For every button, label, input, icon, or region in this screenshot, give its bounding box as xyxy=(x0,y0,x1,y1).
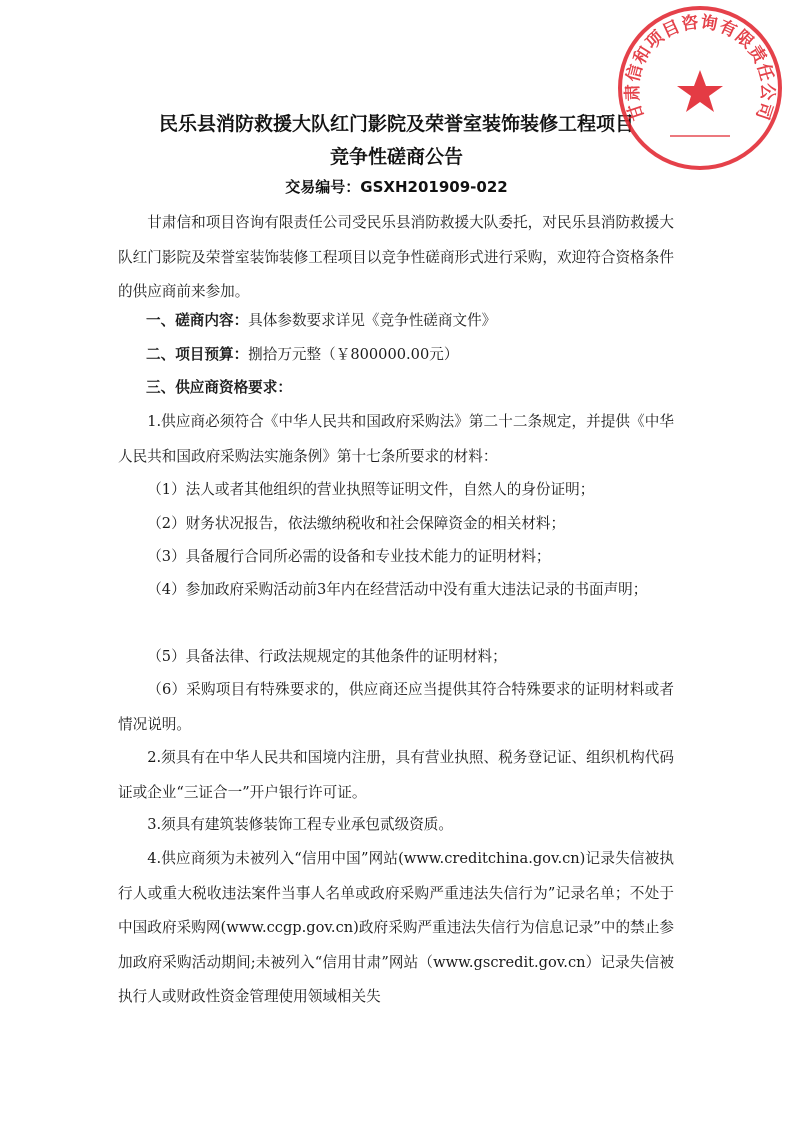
company-seal-stamp xyxy=(612,0,788,176)
sub-item-1: （1）法人或者其他组织的营业执照等证明文件，自然人的身份证明； xyxy=(147,481,595,498)
section-2 xyxy=(146,338,702,373)
item-3: 3.须具有建筑装修装饰工程专业承包贰级资质。 xyxy=(147,816,453,833)
item-1: 1.供应商必须符合《中华人民共和国政府采购法》第二十二条规定，并提供《中华人民共和国政府采购法实施条例》第十七条所要求的材料： xyxy=(118,413,674,465)
sub-item-2: （2）财务状况报告，依法缴纳税收和社会保障资金的相关材料； xyxy=(147,515,566,532)
trade-number xyxy=(0,176,793,197)
section-3-label: 三、供应商资格要求： xyxy=(146,379,292,396)
document-title-line2: 竞争性磋商公告 xyxy=(329,146,463,168)
intro-paragraph: 甘肃信和项目咨询有限责任公司受民乐县消防救援大队委托，对民乐县消防救援大队红门影院及荣誉室装饰装修工程项目以竞争性磋商形式进行采购，欢迎符合资格条件的供应商前来参加。 xyxy=(118,214,674,300)
document-title-line1: 民乐县消防救援大队红门影院及荣誉室装饰装修工程项目 xyxy=(158,113,634,135)
sub-item-6: （6）采购项目有特殊要求的，供应商还应当提供其符合特殊要求的证明材料或者情况说明。 xyxy=(118,681,674,733)
sub-item-3: （3）具备履行合同所必需的设备和专业技术能力的证明材料； xyxy=(147,548,551,565)
trade-number-value: GSXH201909-022 xyxy=(360,178,508,196)
trade-number-label: 交易编号： xyxy=(285,178,361,196)
sub-item-5: （5）具备法律、行政法规规定的其他条件的证明材料； xyxy=(147,648,507,665)
seal-star-icon xyxy=(677,70,723,112)
section-2-text: 捌拾万元整（￥800000.00元） xyxy=(248,346,459,363)
seal-text: 甘肃信和项目咨询有限责任公司 xyxy=(622,12,778,124)
section-1-label: 一、磋商内容： xyxy=(146,312,249,329)
section-1-text: 具体参数要求详见《竞争性磋商文件》 xyxy=(248,312,497,329)
sub-item-4: （4）参加政府采购活动前3年内在经营活动中没有重大违法记录的书面声明； xyxy=(147,581,648,598)
section-1 xyxy=(146,304,702,339)
item-2: 2.须具有在中华人民共和国境内注册，具有营业执照、税务登记证、组织机构代码证或企业“三证合一”开户银行许可证。 xyxy=(118,749,674,801)
section-2-label: 二、项目预算： xyxy=(146,346,249,363)
item-4: 4.供应商须为未被列入“信用中国”网站(www.creditchina.gov.cn)记录失信被执行人或重大税收违法案件当事人名单或政府采购严重违法失信行为”记录名单；不处于中国政府采购网(www.ccgp.gov.cn)政府采购严重违法失信行为信息记录”中的禁止参加政府采购活动期间;未被列入“信用甘肃”网站（www.gscredit.gov.cn）记录失信被执行人或财政性资金管理使用领域相关失 xyxy=(118,850,674,1005)
